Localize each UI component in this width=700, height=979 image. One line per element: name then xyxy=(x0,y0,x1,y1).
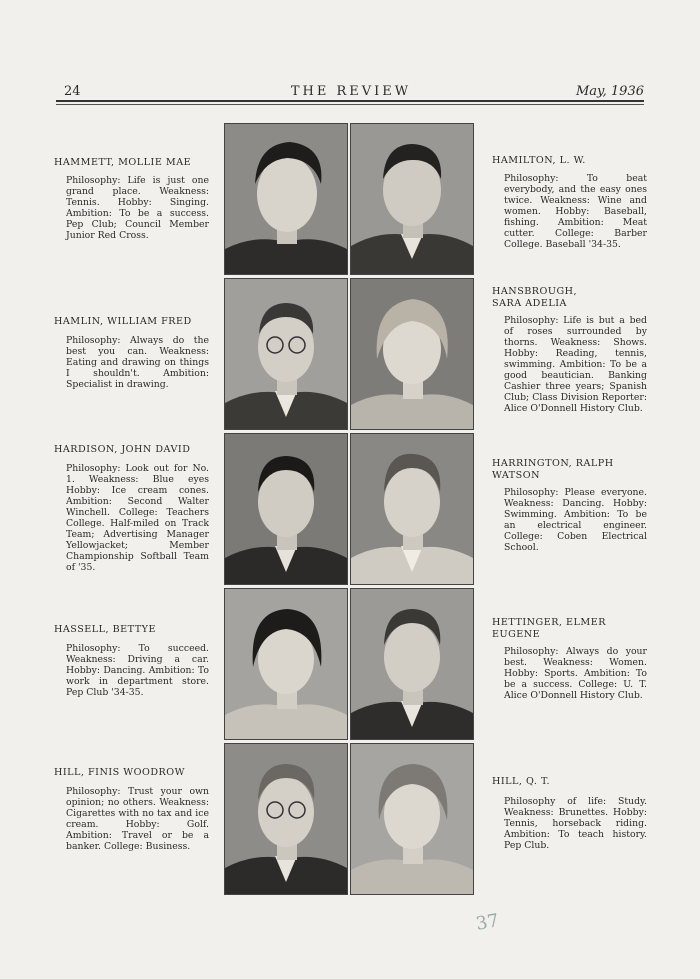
publication-title: THE REVIEW xyxy=(290,84,412,99)
portrait-photo-hassell xyxy=(224,588,348,740)
portrait-photo-harrington xyxy=(350,433,474,585)
entry-name-right-3: HARRINGTON, RALPH WATSON xyxy=(492,458,614,481)
entry-name-right-5: HILL, Q. T. xyxy=(492,776,551,787)
entry-name-left-1: HAMMETT, MOLLIE MAE xyxy=(54,157,192,168)
entry-text-right-3: Philosophy: Please everyone. Weakness: Dancing. Hobby: Swimming. Ambition: To be an electrical engineer. College: Coben Electrical School. xyxy=(504,487,647,553)
portrait-photo-hamlin xyxy=(224,278,348,430)
portrait-image xyxy=(225,589,347,739)
header-rule xyxy=(56,100,644,102)
entry-text-left-2: Philosophy: Always do the best you can. Weakness: Eating and drawing on things I shouldn't. Ambition: Specialist in drawing. xyxy=(66,335,209,390)
entry-text-left-3: Philosophy: Look out for No. 1. Weakness: Blue eyes Hobby: Ice cream cones. Ambition: Second Walter Winchell. College: Teachers College. Half-miled on Track Team; Advertising Manager Yellowjacket; Member Championship Softball Team of '35. xyxy=(66,463,209,573)
entry-name-left-4: HASSELL, BETTYE xyxy=(54,624,156,635)
portrait-photo-hill-qt xyxy=(350,743,474,895)
issue-date: May, 1936 xyxy=(575,84,644,99)
portrait-image xyxy=(225,124,347,274)
portrait-photo-hamilton xyxy=(350,123,474,275)
portrait-image xyxy=(351,589,473,739)
header-rule-thin xyxy=(56,104,644,105)
entry-text-right-4: Philosophy: Always do your best. Weakness: Women. Hobby: Sports. Ambition: To be a success. College: U. T. Alice O'Donnell History Club. xyxy=(504,646,647,701)
entry-text-right-1: Philosophy: To beat everybody, and the easy ones twice. Weakness: Wine and women. Hobby: Baseball, fishing. Ambition: Meat cutter. College: Barber College. Baseball '34-35. xyxy=(504,173,647,250)
page-number: 24 xyxy=(64,84,81,99)
entry-name-left-3: HARDISON, JOHN DAVID xyxy=(54,444,191,455)
portrait-image xyxy=(225,279,347,429)
portrait-image xyxy=(225,744,347,894)
portrait-image xyxy=(225,434,347,584)
portrait-photo-hardison xyxy=(224,433,348,585)
handwritten-page-mark: 37 xyxy=(474,910,501,935)
entry-name-right-1: HAMILTON, L. W. xyxy=(492,155,586,166)
entry-text-left-4: Philosophy: To succeed. Weakness: Driving a car. Hobby: Dancing. Ambition: To work in department store. Pep Club '34-35. xyxy=(66,643,209,698)
portrait-photo-hill-finis xyxy=(224,743,348,895)
entry-text-right-2: Philosophy: Life is but a bed of roses surrounded by thorns. Weakness: Shows. Hobby: Reading, tennis, swimming. Ambition: To be a good beautician. Banking Cashier three years; Spanish Club; Class Division Reporter: Alice O'Donnell History Club. xyxy=(504,315,647,414)
entry-name-right-4: HETTINGER, ELMER EUGENE xyxy=(492,617,606,640)
entry-text-right-5: Philosophy of life: Study. Weakness: Brunettes. Hobby: Tennis, horseback riding. Ambition: To teach history. Pep Club. xyxy=(504,796,647,851)
portrait-photo-hansbrough xyxy=(350,278,474,430)
entry-text-left-5: Philosophy: Trust your own opinion; no others. Weakness: Cigarettes with no tax and ice cream. Hobby: Golf. Ambition: Travel or be a banker. College: Business. xyxy=(66,786,209,852)
entry-name-right-2: HANSBROUGH, SARA ADELIA xyxy=(492,286,578,309)
portrait-image xyxy=(351,279,473,429)
portrait-photo-hettinger xyxy=(350,588,474,740)
portrait-image xyxy=(351,744,473,894)
entry-text-left-1: Philosophy: Life is just one grand place. Weakness: Tennis. Hobby: Singing. Ambition: To be a success. Pep Club; Council Member Junior Red Cross. xyxy=(66,175,209,241)
portrait-photo-hammett xyxy=(224,123,348,275)
entry-name-left-2: HAMLIN, WILLIAM FRED xyxy=(54,316,192,327)
portrait-image xyxy=(351,434,473,584)
entry-name-left-5: HILL, FINIS WOODROW xyxy=(54,767,185,778)
portrait-image xyxy=(351,124,473,274)
